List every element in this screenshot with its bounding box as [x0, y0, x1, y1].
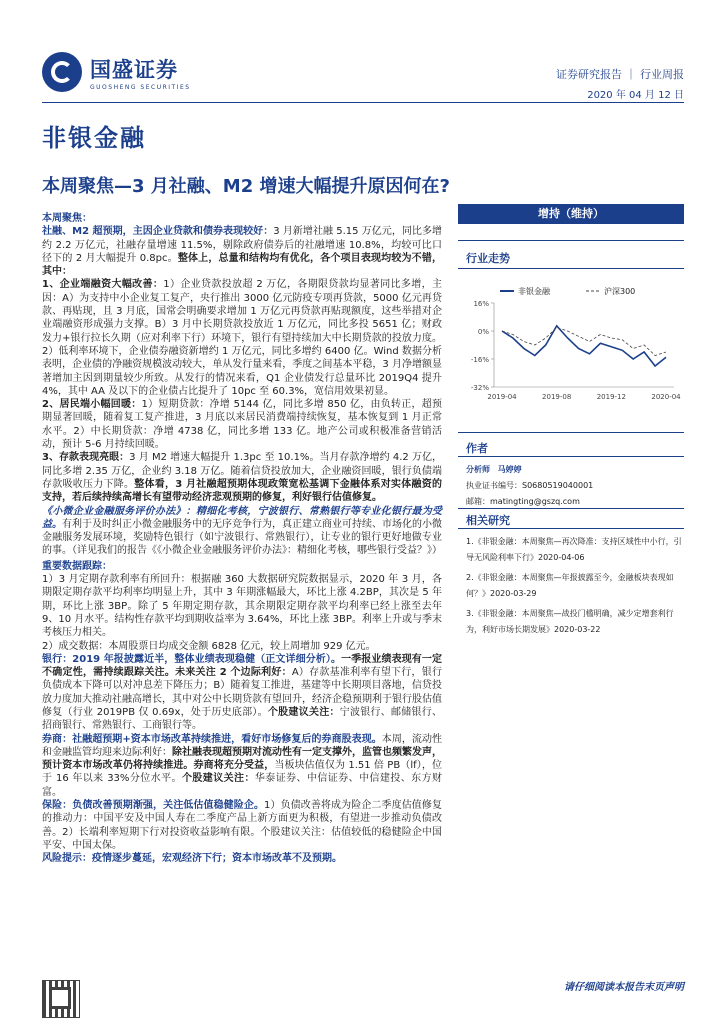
x-tick-label: 2019-04 [487, 393, 517, 401]
logo-english: GUOSHENG SECURITIES [90, 83, 191, 91]
report-type: 证券研究报告 ｜ 行业周报 [556, 68, 684, 81]
author-name: 马婷婷 [497, 465, 522, 474]
cert-number: S0680519040001 [522, 481, 594, 490]
paragraph-insurance: 保险：负债改善预期渐强，关注低估值稳健险企。1）负债改善将成为险企二季度估值修复的推动力：中国平安及中国人寿在二季度产品上新方面更为积极，有望进一步推动负债改善。2）长端利率短期下行对投资收益影响有限。个股建议关注：估值较低的稳健险企中国平安、中国太保。 [42, 800, 443, 851]
rating-badge: 增持（维持） [458, 204, 684, 224]
paragraph-household: 2、居民端小幅回暖：1）短期贷款：净增 5144 亿，同比多增 850 亿，由负转正，超预期显著回暖，随着复工复产推进，3 月底以来居民消费端持续恢复，基本恢复到 1 月正常水平。2）中长期贷款：净增 4738 亿，同比多增 133 亿。地产公司或积极准备营销活动，预计 5-6 月持续回暖。 [42, 399, 442, 451]
y-tick-label: 16% [473, 300, 489, 308]
paragraph-summary: 社融、M2 超预期，主因企业贷款和债券表现较好：3 月新增社融 5.15 万亿元，同比多增约 2.2 万亿元，社融存量增速 11.5%，剔除政府债券后的社融增速 10.8%，均较可比口径下的 2 月大幅提升 0.8pc。整体上，总量和结构均有优化，各个项目表现均较为不错，其中： [42, 226, 443, 278]
report-date: 2020 年 04 月 12 日 [587, 90, 684, 101]
x-tick-label: 2019-12 [596, 393, 626, 401]
author-email[interactable]: matingting@gszq.com [490, 497, 580, 506]
header-divider [42, 102, 684, 103]
report-headline: 本周聚焦—3 月社融、M2 增速大幅提升原因何在? [42, 176, 450, 197]
risk-warning: 风险提示：疫情逐步蔓延，宏观经济下行；资本市场改革不及预期。 [42, 853, 342, 865]
paragraph-rate: 1）3 月定期存款利率有所回升：根据融 360 大数据研究院数据显示，2020 年 3 月，各期限定期存款平均利率均明显上升，其中 3 年期涨幅最大，环比上涨 4.2BP，其次是 5 年期，环比上涨 3BP。除了 5 年期定期存款，其余期限定期存款平均利率已经上涨至去年 9、10 月水平。结构性存款平均到期收益率为 3.64%，环比上涨 3BP。利率上升或与季末考核压力相关。 [42, 574, 442, 639]
divider [458, 456, 684, 457]
divider [458, 240, 684, 241]
focus-title: 本周聚焦： [42, 213, 92, 224]
paragraph-corporate: 1、企业端融资大幅改善：1）企业贷款投放超 2 万亿，各期限贷款均显著同比多增，主因：A）为支持中小企业复工复产，央行推出 3000 亿元防疫专项再贷款，5000 亿元再贷款、再贴现，且 3 月底，国常会明确要求增加 1 万亿元再贷款再贴现额度，这些举措对企业端融资形成强力支撑。B）3 月中长期贷款投放近 1 万亿元，同比多投 5651 亿；财政发力+银行拉长久期（应对利率下行）环境下，银行有望持续加大中长期贷款的投放力度。2）低利率环境下，企业债券融资新增约 1 万亿元，同比多增约 6400 亿。Wind 数据分析表明，企业债的净融资规模波动较大，单从发行量来看，季度之间基本平稳，3 月净增额显著增加主因到期量较少所致。从发行的情况来看，Q1 企业债发行总量环比 2019Q4 提升 4%，其中 AA 及以下的企业债占比提升了 10pc 至 60.3%，宽信用效果初显。 [42, 279, 442, 397]
report-body [42, 210, 442, 866]
related-item[interactable]: 2.《非银金融：本周聚焦—年报披露至今，金融板块表现如何？》2020-03-29 [466, 573, 674, 598]
y-tick-label: -16% [470, 356, 489, 364]
trend-chart [460, 283, 684, 413]
divider [458, 268, 684, 269]
trend-title: 行业走势 [466, 252, 510, 265]
related-item[interactable]: 1.《非银金融：本周聚焦—再次降准：支持区域性中小行，引导无风险利率下行》2020-04-06 [466, 537, 682, 562]
author-title: 作者 [466, 442, 488, 455]
paragraph-policy: 《小微企业金融服务评价办法》：精细化考核，宁波银行、常熟银行等专业化银行最为受益。有利于及时纠正小微金融服务中的无序竞争行为，真正建立商业可持续、市场化的小微金融服务发展环境，奖励特色银行（如宁波银行、常熟银行），让专业的银行更好地做专业的事。（详见我们的报告《《小微企业金融服务评价办法》：精细化考核，哪些银行受益？》） [42, 505, 442, 557]
disclaimer-footer: 请仔细阅读本报告末页声明 [564, 982, 684, 993]
author-info: 分析师 马婷婷 执业证书编号：S0680519040001 邮箱：matingting@gszq.com [466, 465, 594, 506]
related-item[interactable]: 3.《非银金融：本周聚焦—战投门槛明确，减少定增套利行为，利好市场长期发展》2020-03-22 [466, 609, 674, 634]
divider [458, 528, 684, 529]
key-data-title: 重要数据跟踪： [42, 560, 112, 572]
paragraph-deposit: 3、存款表现亮眼：3 月 M2 增速大幅提升 1.3pc 至 10.1%。当月存款净增约 4.2 万亿，同比多增 2.35 万亿，企业约 3.18 万亿。随着信贷投放加大，企业融资回暖，银行负债端存款吸收压力下降。整体看，3 月社融超预期体现政策宽松基调下金融体系对实体融资的支持，若后续持续高增长有望带动经济悲观预期的修复，利好银行估值修复。 [42, 452, 442, 504]
logo-name: 国盛证券 [90, 57, 178, 82]
paragraph-broker: 券商：社融超预期+资本市场改革持续推进，看好市场修复后的券商股表现。本周，流动性和金融监管均迎来边际利好：除社融表现超预期对流动性有一定支撑外，监管也频繁发声，预计资本市场改革仍将持续推进。券商将充分受益，当板块估值仅为 1.51 倍 PB（lf），位于 16 年以来 33%分位水平。个股建议关注：华泰证券、中信证券、中信建投、东方财富。 [42, 733, 442, 798]
divider [458, 432, 684, 433]
x-tick-label: 2019-08 [542, 393, 572, 401]
legend-label-b: 沪深300 [604, 287, 636, 296]
paragraph-bank: 银行：2019 年报披露近半，整体业绩表现稳健（正文详细分析）。一季报业绩表现有一定不确定性，需持续跟踪关注。未来关注 2 个边际利好：A）存款基准利率有望下行，银行负债成本下降可以对冲息差下降压力；B）随着复工推进，基建等中长期项目落地，信贷投放力度加大推动社融高增长，其中对公中长期贷款有望回升，经济企稳预期利于银行股估值修复（行业 2019PB 仅 0.69x，处于历史底部）。个股建议关注：宁波银行、邮储银行、招商银行、常熟银行、工商银行等。 [42, 653, 443, 732]
logo-icon [42, 52, 82, 92]
x-tick-label: 2020-04 [651, 393, 681, 401]
author-role: 分析师 [466, 465, 490, 474]
related-title: 相关研究 [466, 514, 510, 527]
sector-title: 非银金融 [42, 124, 146, 152]
paragraph-turnover: 2）成交数据：本周股票日均成交金额 6828 亿元，较上周增加 929 亿元。 [42, 640, 376, 652]
related-list [466, 534, 686, 642]
y-tick-label: 0% [477, 328, 489, 336]
company-logo [42, 52, 191, 92]
y-tick-label: -32% [470, 384, 489, 392]
legend-label-a: 非银金融 [518, 287, 550, 296]
divider [458, 508, 684, 509]
